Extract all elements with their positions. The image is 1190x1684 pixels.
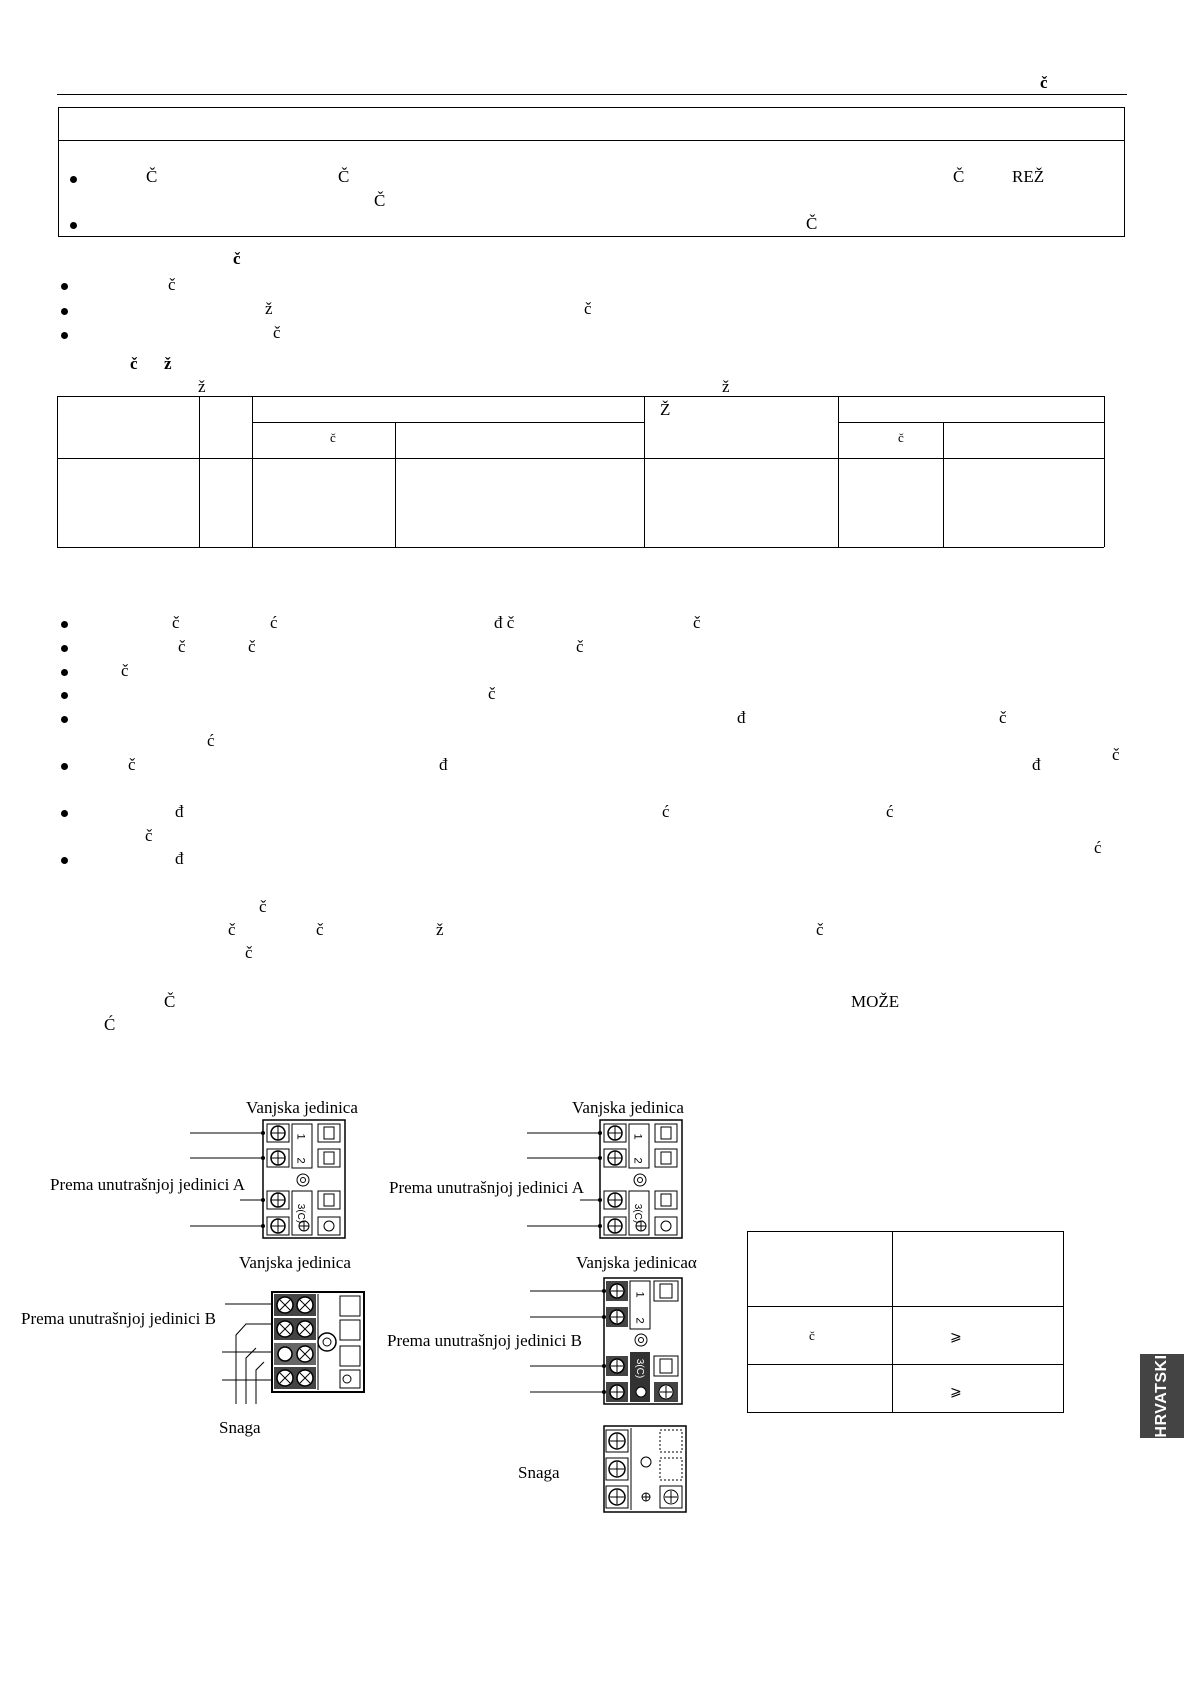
outdoor-unit-label: Vanjska jedinica [239,1253,351,1272]
to-indoor-a-label: Prema unutrašnjoj jedinici A [50,1175,245,1194]
bullet-glyph: ć [1094,838,1102,857]
para-glyph: č [245,943,253,962]
to-indoor-b-label: Prema unutrašnjoj jedinici B [387,1331,582,1350]
language-label: HRVATSKI [1153,1354,1170,1438]
bullet-glyph: đ [737,708,746,727]
table-subheading-glyph: ž [198,377,206,396]
table-subheader-glyph: č [898,430,904,445]
para-glyph: č [259,897,267,916]
bullet-glyph: ć [207,731,215,750]
table-frame [747,1231,1064,1413]
bullet-glyph: đ č [494,613,515,632]
terminal-1-label: 1 [631,1133,644,1140]
para-glyph: ž [436,920,444,939]
terminal-3-label: 3(C) [634,1358,646,1379]
header-corner-glyph: č [1040,73,1048,92]
table-rule [747,1364,1064,1365]
bullet-glyph: č [488,684,496,703]
para-glyph: MOŽE [851,992,900,1011]
table-subheader-glyph: č [330,430,336,445]
notice-glyph: Č [338,167,350,186]
bullet-glyph: ć [270,613,278,632]
notice-glyph: Č [953,167,965,186]
bullet-glyph: č [576,637,584,656]
terminal-1-label: 1 [633,1291,646,1298]
terminal-1-label: 1 [294,1133,307,1140]
bullet-glyph: č [248,637,256,656]
notice-glyph: Č [806,214,818,233]
para-glyph: Č [164,992,176,1011]
bullet-glyph: ć [662,802,670,821]
outdoor-unit-label: Vanjska jedinicaα [576,1253,697,1272]
bullet-glyph: đ [439,755,448,774]
terminal-3-label: 3(C) [295,1203,307,1224]
notice-glyph: Č [146,167,158,186]
bullet-glyph: č [999,708,1007,727]
bullet-glyph: č [145,826,153,845]
notice-glyph: Č [374,191,386,210]
bullet-glyph: đ [1032,755,1041,774]
terminal-2-label: 2 [633,1317,646,1324]
terminal-2-label: 2 [294,1157,307,1164]
table-heading-glyph: č [130,354,138,373]
section-heading-glyph: č [233,249,241,268]
to-indoor-b-label: Prema unutrašnjoj jedinici B [21,1309,216,1328]
terminal-3-label: 3(C) [632,1203,644,1224]
power-label: Snaga [219,1418,261,1437]
bullet-glyph: č [178,637,186,656]
bullet-glyph: č [168,275,176,294]
table-cell-glyph: ⩾ [950,1385,962,1400]
bullet-glyph: č [584,299,592,318]
language-side-tab [1140,1354,1184,1438]
outdoor-unit-label: Vanjska jedinica [246,1098,358,1117]
table-cell-glyph: ⩾ [950,1330,962,1345]
para-glyph: č [316,920,324,939]
outdoor-unit-label: Vanjska jedinica [572,1098,684,1117]
table-cell-glyph: č [809,1328,815,1343]
bullet-glyph: č [1112,745,1120,764]
power-label: Snaga [518,1463,560,1482]
table-rule [892,1231,893,1413]
bullet-glyph: đ [175,802,184,821]
table-rule [747,1306,1064,1307]
para-glyph: Ć [104,1015,116,1034]
bullet-glyph: č [273,323,281,342]
notice-glyph: REŽ [1012,167,1045,186]
table-heading-glyph: ž [164,354,172,373]
table-header-glyph: Ž [660,400,671,419]
bullet-glyph: ž [265,299,273,318]
bullet-glyph: č [121,661,129,680]
bullet-glyph: đ [175,849,184,868]
para-glyph: č [816,920,824,939]
bullet-glyph: ć [886,802,894,821]
bullet-glyph: č [128,755,136,774]
para-glyph: č [228,920,236,939]
bullet-glyph: č [693,613,701,632]
bullet-glyph: č [172,613,180,632]
terminal-2-label: 2 [631,1157,644,1164]
to-indoor-a-label: Prema unutrašnjoj jedinici A [389,1178,584,1197]
table-subheading-glyph: ž [722,377,730,396]
